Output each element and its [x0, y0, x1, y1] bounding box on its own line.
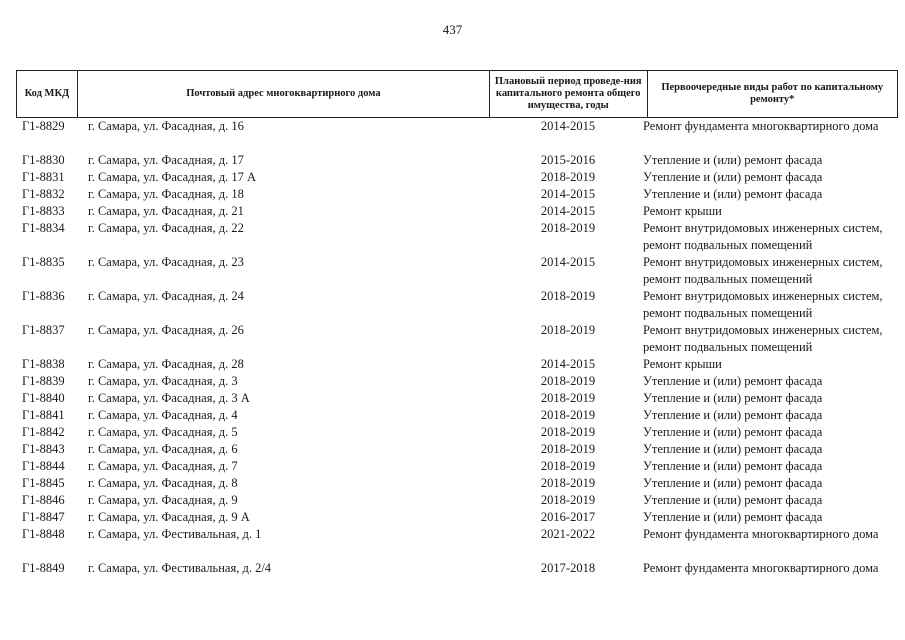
row-code: Г1-8845 — [22, 476, 65, 490]
row-period: 2014-2015 — [540, 119, 596, 133]
row-address: г. Самара, ул. Фасадная, д. 17 А — [88, 170, 256, 184]
row-works: Утепление и (или) ремонт фасада — [643, 493, 823, 507]
row-code: Г1-8832 — [22, 187, 65, 201]
row-period: 2018-2019 — [540, 374, 596, 388]
row-period: 2014-2015 — [540, 187, 596, 201]
row-code: Г1-8829 — [22, 119, 65, 133]
row-code: Г1-8842 — [22, 425, 65, 439]
row-period: 2018-2019 — [540, 323, 596, 337]
row-address: г. Самара, ул. Фестивальная, д. 2/4 — [88, 561, 272, 575]
row-period: 2018-2019 — [540, 442, 596, 456]
row-works: Ремонт крыши — [643, 357, 722, 371]
header-code: Код МКД — [24, 88, 70, 99]
row-code: Г1-8837 — [22, 323, 65, 337]
row-code: Г1-8839 — [22, 374, 65, 388]
row-works: Утепление и (или) ремонт фасада — [643, 374, 823, 388]
row-address: г. Самара, ул. Фасадная, д. 3 А — [88, 391, 250, 405]
row-works: Ремонт фундамента многоквартирного дома — [643, 527, 879, 541]
header-works: Первоочередные виды работ по капитальному ремонту* — [647, 71, 897, 117]
row-address: г. Самара, ул. Фасадная, д. 21 — [88, 204, 244, 218]
row-works: Ремонт крыши — [643, 204, 722, 218]
row-address: г. Самара, ул. Фасадная, д. 6 — [88, 442, 238, 456]
row-address: г. Самара, ул. Фасадная, д. 9 — [88, 493, 238, 507]
row-period: 2018-2019 — [540, 493, 596, 507]
row-code: Г1-8834 — [22, 221, 65, 235]
row-works: Ремонт внутридомовых инженерных систем, ремонт подвальных помещений — [643, 323, 883, 354]
row-address: г. Самара, ул. Фасадная, д. 16 — [88, 119, 244, 133]
row-works: Ремонт внутридомовых инженерных систем, ремонт подвальных помещений — [643, 289, 883, 320]
row-period: 2021-2022 — [540, 527, 596, 541]
row-period: 2018-2019 — [540, 289, 596, 303]
row-address: г. Самара, ул. Фасадная, д. 7 — [88, 459, 238, 473]
row-works: Утепление и (или) ремонт фасада — [643, 153, 823, 167]
row-works: Утепление и (или) ремонт фасада — [643, 510, 823, 524]
row-code: Г1-8838 — [22, 357, 65, 371]
header-period: Плановый период проведе-ния капитального ремонта общего имущества, годы — [489, 71, 647, 117]
table-header — [16, 70, 898, 118]
row-period: 2014-2015 — [540, 357, 596, 371]
row-code: Г1-8848 — [22, 527, 65, 541]
row-code: Г1-8847 — [22, 510, 65, 524]
row-works: Утепление и (или) ремонт фасада — [643, 187, 823, 201]
row-address: г. Самара, ул. Фасадная, д. 24 — [88, 289, 244, 303]
row-address: г. Самара, ул. Фасадная, д. 4 — [88, 408, 238, 422]
row-code: Г1-8844 — [22, 459, 65, 473]
row-works: Утепление и (или) ремонт фасада — [643, 170, 823, 184]
row-address: г. Самара, ул. Фасадная, д. 17 — [88, 153, 244, 167]
row-address: г. Самара, ул. Фасадная, д. 3 — [88, 374, 238, 388]
row-works: Ремонт внутридомовых инженерных систем, ремонт подвальных помещений — [643, 221, 883, 252]
row-period: 2018-2019 — [540, 459, 596, 473]
row-code: Г1-8831 — [22, 170, 65, 184]
row-address: г. Самара, ул. Фестивальная, д. 1 — [88, 527, 262, 541]
row-period: 2018-2019 — [540, 221, 596, 235]
header-address: Почтовый адрес многоквартирного дома — [77, 71, 489, 117]
row-address: г. Самара, ул. Фасадная, д. 9 А — [88, 510, 250, 524]
row-period: 2018-2019 — [540, 408, 596, 422]
row-period: 2018-2019 — [540, 391, 596, 405]
row-code: Г1-8830 — [22, 153, 65, 167]
row-period: 2015-2016 — [540, 153, 596, 167]
page-number: 437 — [442, 22, 463, 37]
row-period: 2014-2015 — [540, 255, 596, 269]
row-address: г. Самара, ул. Фасадная, д. 28 — [88, 357, 244, 371]
row-code: Г1-8849 — [22, 561, 65, 575]
row-works: Утепление и (или) ремонт фасада — [643, 442, 823, 456]
row-code: Г1-8833 — [22, 204, 65, 218]
row-code: Г1-8836 — [22, 289, 65, 303]
row-works: Ремонт фундамента многоквартирного дома — [643, 119, 879, 133]
row-period: 2018-2019 — [540, 476, 596, 490]
row-period: 2016-2017 — [540, 510, 596, 524]
row-works: Утепление и (или) ремонт фасада — [643, 408, 823, 422]
row-code: Г1-8840 — [22, 391, 65, 405]
row-works: Утепление и (или) ремонт фасада — [643, 459, 823, 473]
row-address: г. Самара, ул. Фасадная, д. 5 — [88, 425, 238, 439]
row-works: Ремонт внутридомовых инженерных систем, ремонт подвальных помещений — [643, 255, 883, 286]
row-works: Утепление и (или) ремонт фасада — [643, 425, 823, 439]
row-address: г. Самара, ул. Фасадная, д. 23 — [88, 255, 244, 269]
row-address: г. Самара, ул. Фасадная, д. 8 — [88, 476, 238, 490]
row-works: Ремонт фундамента многоквартирного дома — [643, 561, 879, 575]
row-works: Утепление и (или) ремонт фасада — [643, 476, 823, 490]
row-address: г. Самара, ул. Фасадная, д. 18 — [88, 187, 244, 201]
row-period: 2017-2018 — [540, 561, 596, 575]
row-address: г. Самара, ул. Фасадная, д. 22 — [88, 221, 244, 235]
row-period: 2018-2019 — [540, 170, 596, 184]
row-works: Утепление и (или) ремонт фасада — [643, 391, 823, 405]
row-code: Г1-8841 — [22, 408, 65, 422]
row-code: Г1-8843 — [22, 442, 65, 456]
row-address: г. Самара, ул. Фасадная, д. 26 — [88, 323, 244, 337]
row-code: Г1-8835 — [22, 255, 65, 269]
row-code: Г1-8846 — [22, 493, 65, 507]
row-period: 2018-2019 — [540, 425, 596, 439]
row-period: 2014-2015 — [540, 204, 596, 218]
